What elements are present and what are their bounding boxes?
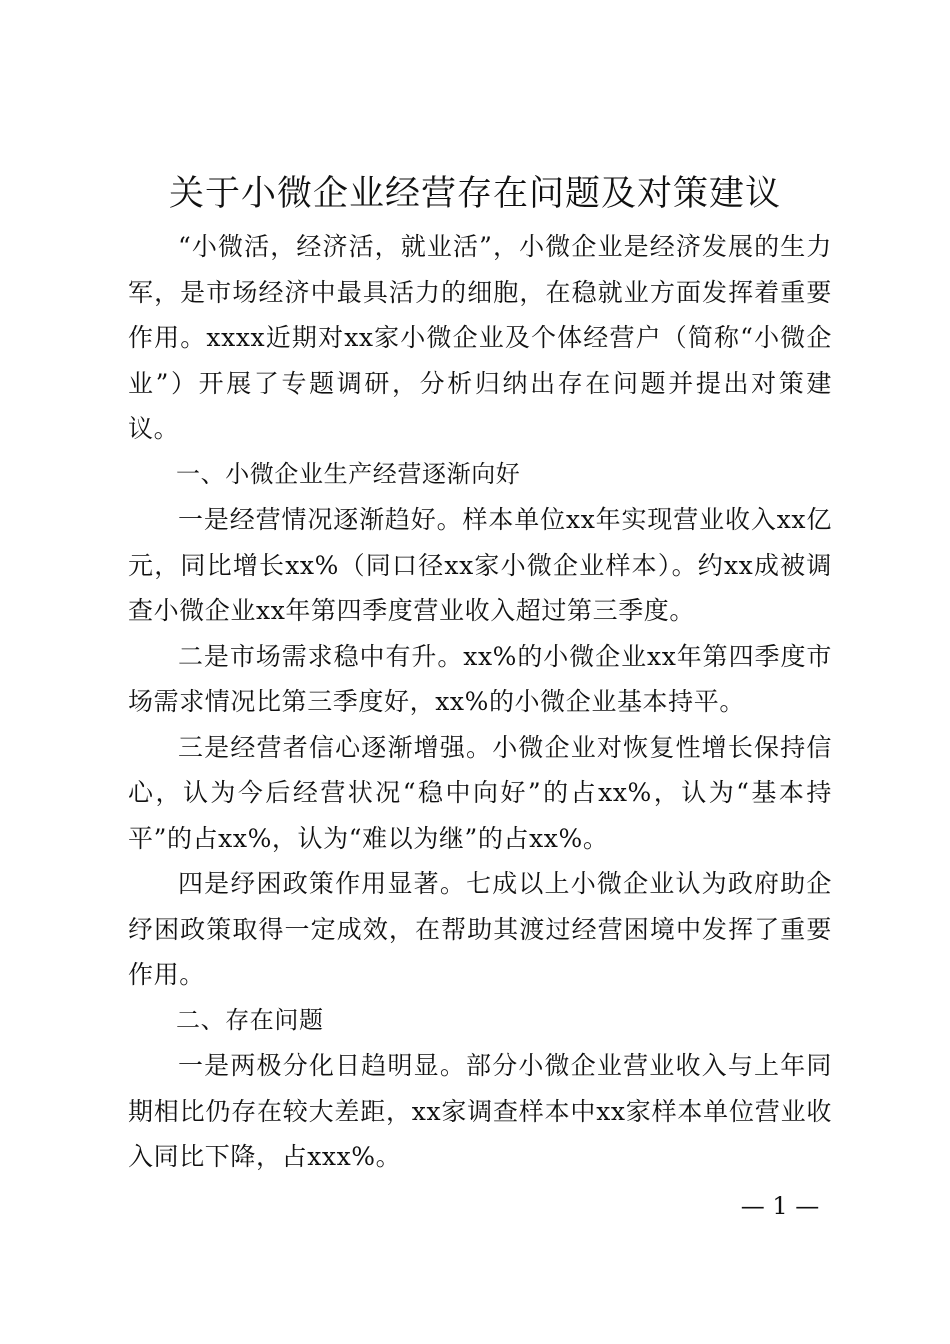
document-body <box>128 224 832 1180</box>
section-1-paragraph-3: 三是经营者信心逐渐增强。小微企业对恢复性增长保持信心，认为今后经营状况“稳中向好”的占xx%，认为“基本持平”的占xx%，认为“难以为继”的占xx%。 <box>128 732 832 853</box>
section-heading-1: 一、小微企业生产经营逐渐向好 <box>176 459 521 488</box>
document-title: 关于小微企业经营存在问题及对策建议 <box>168 174 781 214</box>
section-heading-2: 二、存在问题 <box>176 1005 324 1034</box>
section-2-paragraph-1: 一是两极分化日趋明显。部分小微企业营业收入与上年同期相比仍存在较大差距，xx家调查样本中xx家样本单位营业收入同比下降，占xxx%。 <box>128 1051 832 1171</box>
section-1-paragraph-4: 四是纾困政策作用显著。七成以上小微企业认为政府助企纾困政策取得一定成效，在帮助其渡过经营困境中发挥了重要作用。 <box>128 869 832 989</box>
section-1-paragraph-1: 一是经营情况逐渐趋好。样本单位xx年实现营业收入xx亿元，同比增长xx%（同口径xx家小微企业样本）。约xx成被调查小微企业xx年第四季度营业收入超过第三季度。 <box>128 505 832 625</box>
section-1-paragraph-2: 二是市场需求稳中有升。xx%的小微企业xx年第四季度市场需求情况比第三季度好，xx%的小微企业基本持平。 <box>128 641 832 716</box>
page-number: — 1 — <box>740 1192 820 1220</box>
intro-paragraph: “小微活，经济活，就业活”，小微企业是经济发展的生力军，是市场经济中最具活力的细胞，在稳就业方面发挥着重要作用。xxxx近期对xx家小微企业及个体经营户（简称“小微企业”）开展了专题调研，分析归纳出存在问题并提出对策建议。 <box>128 232 832 443</box>
